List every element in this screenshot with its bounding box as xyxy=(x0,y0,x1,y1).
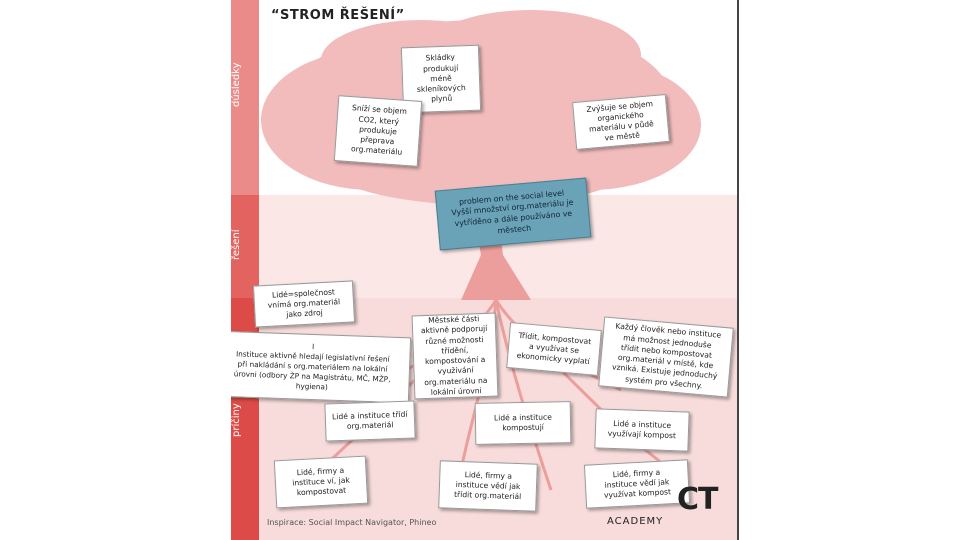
card-know-sort: Lidé, firmy a instituce vědí jak třídit org.materiál xyxy=(438,460,538,511)
source-credit: Inspirace: Social Impact Navigator, Phineo xyxy=(267,518,437,527)
slide-canvas xyxy=(231,0,739,540)
logo-academy: ACADEMY xyxy=(607,516,664,527)
card-landfills: Skládky produkují méně skleníkových plynů xyxy=(401,45,481,114)
card-easy-system: Každý člověk nebo instituce má možnost jednoduše třídit nebo kompostovat org.materiál v místě, kde vzniká. Existuje jednoduchý systém pro všechny. xyxy=(598,316,734,397)
card-know-use-compost: Lidé, firmy a instituce vědí jak využívat kompost xyxy=(584,459,690,508)
card-people-use-compost: Lidé a instituce využívají kompost xyxy=(594,408,689,451)
card-organic-soil: Zvýšuje se objem organického materiálu v půdě ve městě xyxy=(572,94,670,150)
card-know-compost: Lidé, firmy a instituce ví, jak kompostovat xyxy=(274,456,368,509)
card-people-compost: Lidé a instituce kompostují xyxy=(475,401,572,445)
card-economics: Třídit, kompostovat a využívat se ekonomicky vyplatí xyxy=(506,322,602,376)
solutions-label: řešení xyxy=(231,229,242,261)
card-districts-support: Městské části aktivně podporují různé možnosti třídění, kompostování a využívání org.materiálu na lokální úrovni xyxy=(412,313,499,400)
slide-title: “STROM ŘEŠENÍ” xyxy=(271,8,405,23)
card-focal-problem: problem on the social level Vyšší množství org.materiálu je vytříděno a dále používáno ve městech xyxy=(435,177,592,250)
causes-label: príčiny xyxy=(231,403,242,437)
card-people-sort: Lidé a instituce třídí org.materiál xyxy=(324,400,415,441)
card-society-resource: Lidé=společnost vnímá org.materiál jako zdroj xyxy=(253,280,355,327)
logo-ct: CT xyxy=(677,482,718,517)
card-co2: Sníží se objem CO2, který produkuje přeprava org.materiálu xyxy=(334,95,422,167)
card-institutions-legislation: I Instituce aktivně hledají legislativní řešení při nakládání s org.materiálem na lokální úrovni (odbory ŽP na Magistrátu, MČ, MŽP, hygiena) xyxy=(231,331,411,404)
consequences-label: dúsledky xyxy=(231,62,242,108)
